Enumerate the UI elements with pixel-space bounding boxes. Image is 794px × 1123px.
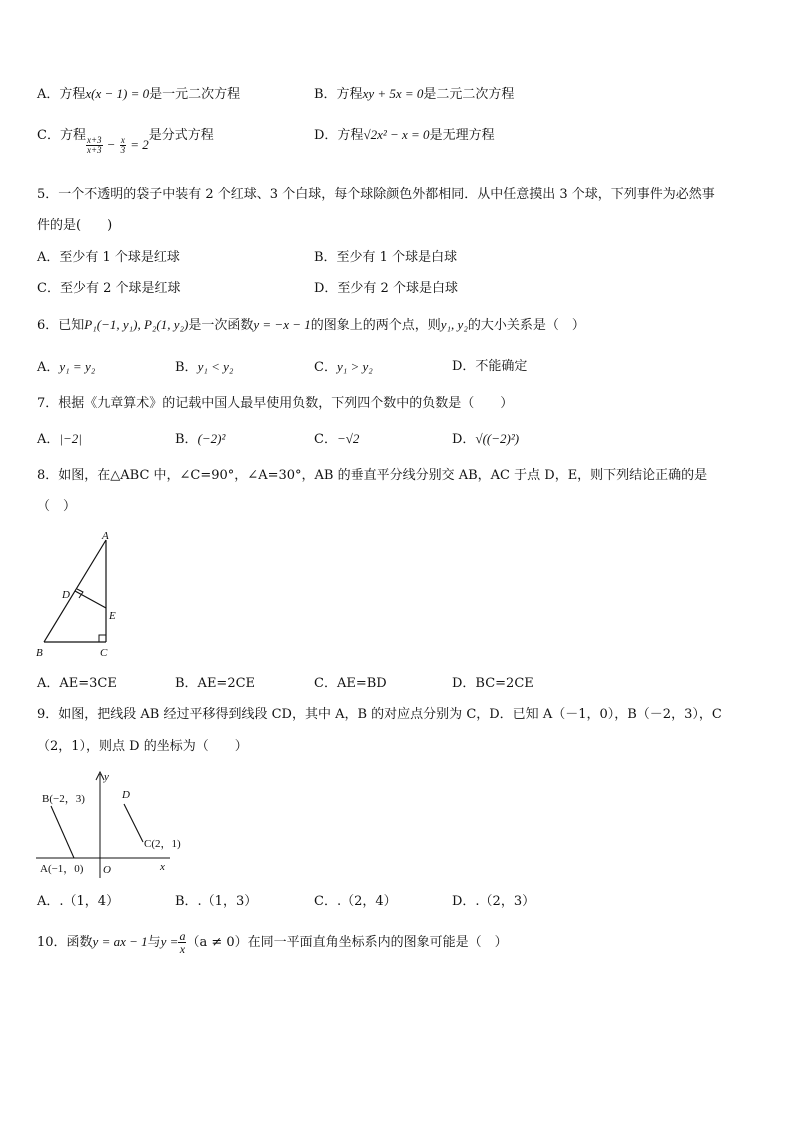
q6-option-d: D．不能确定	[452, 359, 528, 374]
q5-stem-line1: 5．一个不透明的袋子中装有 2 个红球、3 个白球，每个球除颜色外都相同．从中任意摸出 3 个球，下列事件为必然事	[37, 187, 715, 202]
q9-label-b: B(−2，3)	[42, 793, 85, 805]
q9-stem-line1: 9．如图，把线段 AB 经过平移得到线段 CD，其中 A，B 的对应点分别为 C，D．已知 A（－1，0），B（－2，3），C	[37, 707, 722, 722]
q4-option-c-fraction-2: $\frac{x}{3}$	[120, 135, 126, 155]
q10-function-2-lhs: y =	[160, 934, 179, 949]
q9-option-c: C．.（2，4）	[314, 894, 397, 909]
q5-option-b: B．至少有 1 个球是白球	[314, 250, 458, 265]
q9-option-b: B．.（1，3）	[175, 894, 258, 909]
q9-label-c: C(2，1)	[144, 838, 181, 850]
q7-option-c: C．−√2	[314, 431, 360, 447]
q8-stem-line1: 8．如图，在△ABC 中，∠C=90°，∠A=30°，AB 的垂直平分线分别交 AB，AC 于点 D，E，则下列结论正确的是	[37, 468, 708, 483]
q6-option-c: C．y₁ > y₂	[314, 359, 373, 375]
q8-label-b: B	[36, 647, 43, 659]
q4-option-d-math: √2x² − x = 0	[363, 127, 430, 142]
q4-option-a: A．方程x(x − 1) = 0是一元二次方程	[37, 86, 241, 102]
q9-option-d: D．.（2，3）	[452, 894, 536, 909]
q6-option-b: B．y₁ < y₂	[175, 359, 234, 375]
q8-label-d: D	[62, 589, 70, 601]
q7-option-a: A．|−2|	[37, 431, 82, 447]
q7-stem: 7．根据《九章算术》的记载中国人最早使用负数，下列四个数中的负数是（ ）	[37, 396, 514, 411]
q10-stem: 10．函数y = ax − 1与y = $\frac{a}{x}$ （a ≠ 0）在同一平面直角坐标系内的图象可能是（ ）	[37, 929, 508, 956]
q10-function-2-fraction: $\frac{a}{x}$	[179, 929, 186, 956]
q9-label-o: O	[103, 864, 111, 876]
q9-coordinate-figure	[30, 766, 200, 882]
q8-option-b: B．AE=2CE	[175, 676, 256, 691]
q9-segment-ab	[51, 806, 74, 858]
q9-segment-cd	[124, 804, 143, 842]
q4-option-c: C．方程 $\frac{x+3}{x+3}$ − $\frac{x}{3}$ = 2是分式方程	[37, 128, 214, 155]
q9-option-a: A．.（1，4）	[37, 894, 120, 909]
q4-option-a-math: x(x − 1) = 0	[85, 86, 150, 101]
q4-option-c-fraction-1: $\frac{x+3}{x+3}$	[86, 135, 102, 155]
q10-function-1: y = ax − 1	[92, 934, 148, 949]
q4-option-b: B．方程xy + 5x = 0是二元二次方程	[314, 86, 515, 102]
q6-stem: 6．已知P₁(−1, y₁), P₂(1, y₂)是一次函数y = −x − 1的图象上的两个点，则y₁, y₂的大小关系是（ ）	[37, 317, 585, 333]
q9-label-y: y	[104, 771, 109, 783]
q9-label-d: D	[122, 789, 130, 801]
q6-points: P₁(−1, y₁), P₂(1, y₂)	[84, 317, 189, 332]
q8-right-angle-c	[99, 635, 106, 642]
q5-option-a: A．至少有 1 个球是红球	[37, 250, 180, 265]
q8-label-a: A	[102, 530, 109, 542]
q10-condition: （a ≠ 0）	[186, 935, 248, 950]
q7-option-d: D．√((−2)²)	[452, 431, 520, 447]
q8-label-e: E	[109, 610, 116, 622]
q8-option-a: A．AE=3CE	[37, 676, 117, 691]
q4-option-b-math: xy + 5x = 0	[362, 86, 424, 101]
q8-option-c: C．AE=BD	[314, 676, 387, 691]
q8-option-d: D．BC=2CE	[452, 676, 534, 691]
q7-option-b: B．(−2)²	[175, 431, 226, 447]
q8-segment-de	[75, 591, 106, 608]
q4-option-d: D．方程√2x² − x = 0是无理方程	[314, 127, 495, 143]
q9-stem-line2: （2，1），则点 D 的坐标为（ ）	[37, 739, 248, 754]
q5-option-d: D．至少有 2 个球是白球	[314, 281, 458, 296]
q6-option-a: A．y₁ = y₂	[37, 359, 96, 375]
q9-label-a: A(−1，0)	[40, 863, 84, 875]
q8-stem-line2: （ ）	[37, 499, 77, 514]
q5-option-c: C．至少有 2 个球是红球	[37, 281, 181, 296]
q9-label-x: x	[160, 861, 165, 873]
q5-stem-line2: 件的是( )	[37, 218, 113, 233]
q6-vars: y₁, y₂	[440, 317, 468, 332]
q8-label-c: C	[100, 647, 108, 659]
q6-function: y = −x − 1	[253, 317, 311, 332]
q8-triangle-figure	[30, 528, 140, 660]
